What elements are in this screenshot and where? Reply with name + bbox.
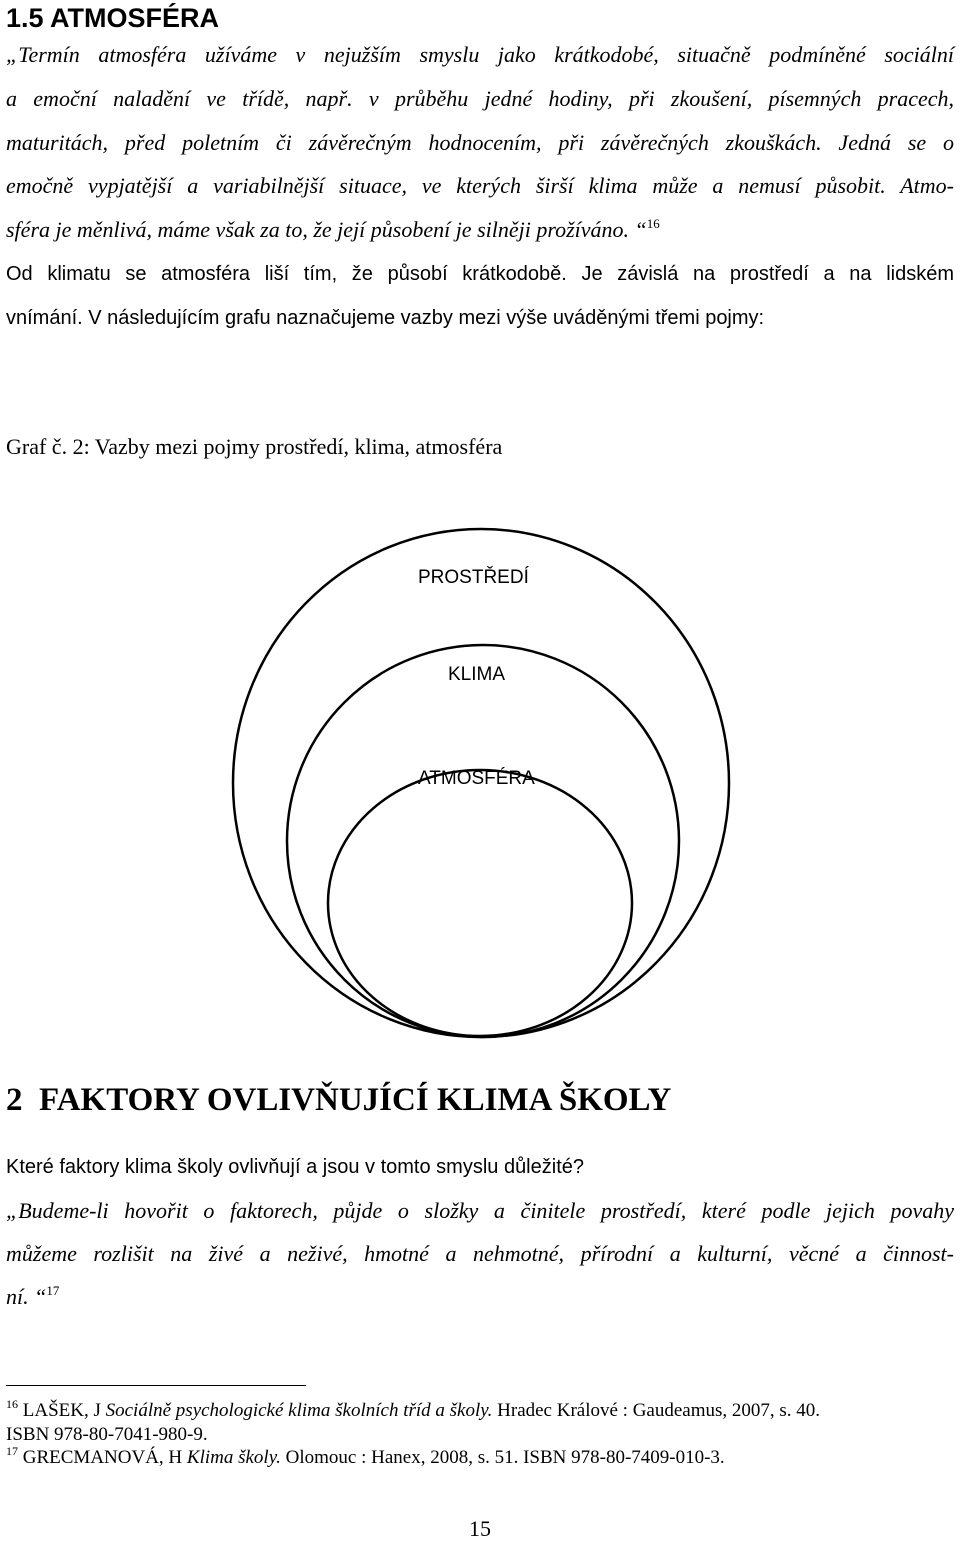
para1-quote-line-2: a emoční naladění ve třídě, např. v průběhu jedné hodiny, při zkoušení, písemných pracech, <box>6 86 954 111</box>
footnote-16-isbn: ISBN 978-80-7041-980-9. <box>6 1424 208 1445</box>
para1-quote-line-5 <box>6 217 660 243</box>
label-klima: KLIMA <box>448 664 506 685</box>
para1-line-7: vnímání. V následujícím grafu naznačujeme vazby mezi výše uváděnými třemi pojmy: <box>6 307 765 329</box>
para1-quote-line-4: emočně vypjatější a variabilnější situace, ve kterých širší klima může a nemusí působit. Atmo- <box>6 173 954 198</box>
footnote-17-publisher: Olomouc : Hanex, 2008, s. 51. ISBN 978-80-7409-010-3. <box>280 1447 725 1468</box>
chapter-title: FAKTORY OVLIVŇUJÍCÍ KLIMA ŠKOLY <box>39 1082 672 1118</box>
para2-quote-line-1: „Budeme-li hovořit o faktorech, půjde o složky a činitele prostředí, které podle jejich povahy <box>6 1198 954 1223</box>
footnote-17-mark: 17 <box>6 1444 18 1458</box>
atmosfera-ellipse <box>328 770 632 1036</box>
footnote-17 <box>6 1444 725 1469</box>
footnote-16-author: LAŠEK, J <box>18 1400 106 1421</box>
para2-line-1: Které faktory klima školy ovlivňují a jsou v tomto smyslu důležité? <box>6 1156 584 1178</box>
section-heading <box>6 2 219 34</box>
para1-quote-line-3: maturitách, před poletním či závěrečným hodnocením, při závěrečných zkouškách. Jedná se o <box>6 130 954 155</box>
figure-caption: Graf č. 2: Vazby mezi pojmy prostředí, klima, atmosféra <box>6 434 503 459</box>
label-atmosfera: ATMOSFÉRA <box>418 768 535 789</box>
para1-line-6: Od klimatu se atmosféra liší tím, že působí krátkodobě. Je závislá na prostředí a na lidském <box>6 263 954 285</box>
footnote-17-title: Klima školy. <box>186 1447 281 1468</box>
section-title: ATMOSFÉRA <box>50 3 220 33</box>
chapter-number: 2 <box>6 1082 23 1118</box>
footnote-16-mark: 16 <box>6 1397 18 1411</box>
footnote-17-author: GRECMANOVÁ, H <box>18 1447 187 1468</box>
para2-quote-line-2: můžeme rozlišit na živé a neživé, hmotné a nehmotné, přírodní a kulturní, věcné a činnost- <box>6 1241 954 1266</box>
footnote-ref-17: 17 <box>46 1283 60 1298</box>
footnote-16 <box>6 1397 821 1422</box>
quote-end: ní. “ <box>6 1284 47 1309</box>
quote-end: sféra je měnlivá, máme však za to, že její působení je silněji prožíváno. “ <box>6 217 647 242</box>
section-number: 1.5 <box>6 3 44 33</box>
footnote-16-publisher: Hradec Králové : Gaudeamus, 2007, s. 40. <box>492 1400 821 1421</box>
footnote-separator <box>6 1385 306 1386</box>
chapter-heading <box>6 1080 671 1120</box>
para1-quote-line-1: „Termín atmosféra užíváme v nejužším smyslu jako krátkodobé, situačně podmíněné sociální <box>6 42 954 67</box>
para2-quote-line-3 <box>6 1284 59 1310</box>
footnote-16-title: Sociálně psychologické klima školních tříd a školy. <box>105 1400 493 1421</box>
page-number: 15 <box>469 1516 491 1541</box>
footnote-ref-16: 16 <box>646 216 660 231</box>
label-prostredi: PROSTŘEDÍ <box>418 567 529 588</box>
